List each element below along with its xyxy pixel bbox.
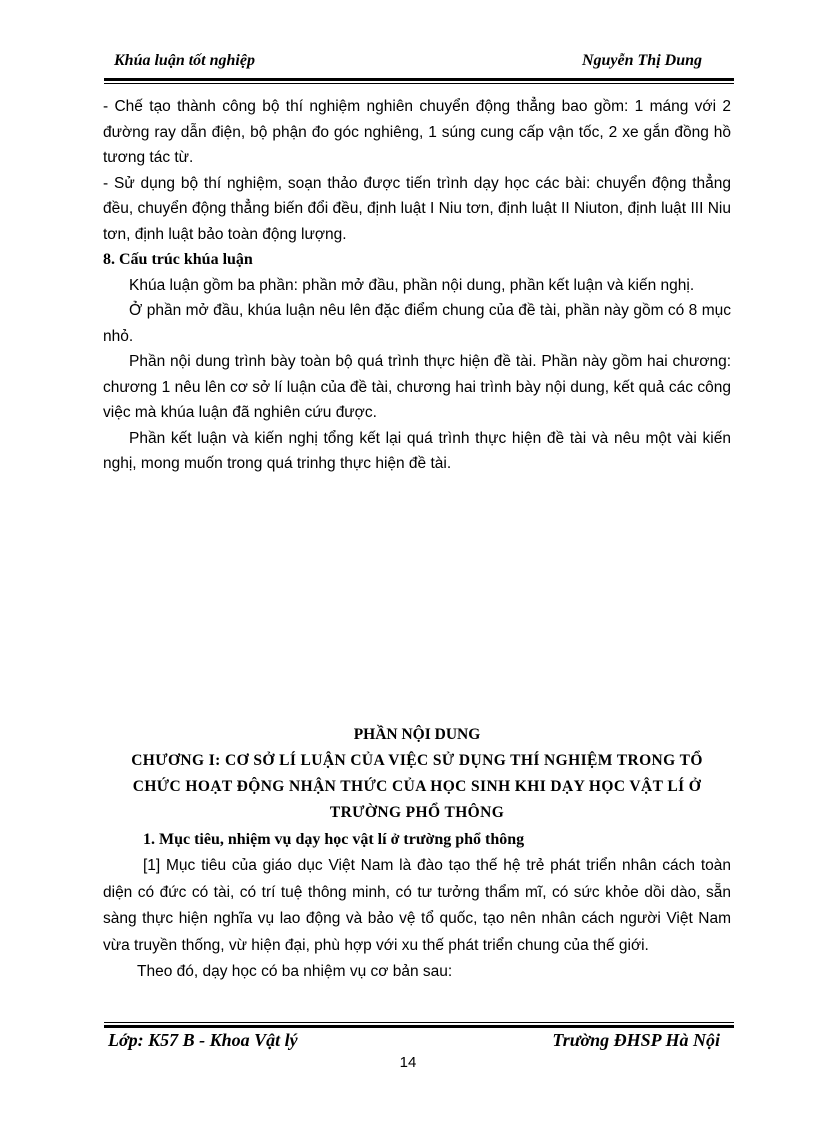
section-8-heading: 8. Cấu trúc khúa luận <box>103 251 253 268</box>
footer-school: Trường ĐHSP Hà Nội <box>552 1030 720 1050</box>
section-8-paragraph: Khúa luận gồm ba phần: phần mở đầu, phần nội dung, phần kết luận và kiến nghị. <box>129 276 695 294</box>
chapter-title-line: TRƯỜNG PHỔ THÔNG <box>329 804 505 821</box>
header-author: Nguyễn Thị Dung <box>581 52 702 69</box>
part-title: PHẦN NỘI DUNG <box>353 726 481 743</box>
footer-rule-thick <box>104 1025 734 1028</box>
chapter-title-line: CHỨC HOẠT ĐỘNG NHẬN THỨC CỦA HỌC SINH KHI DẠY HỌC VẬT LÍ Ở <box>132 778 702 795</box>
intro-paragraph: - Chế tạo thành công bộ thí nghiệm nghiên chuyển động thẳng bao gồm: 1 máng với 2 đường ray dẫn điện, bộ phận đo góc nghiêng, 1 súng cung cấp vận tốc, 2 xe gắn đồng hồ tương tác từ. <box>103 98 731 166</box>
chapter-title-line: CHƯƠNG I: CƠ SỞ LÍ LUẬN CỦA VIỆC SỬ DỤNG THÍ NGHIỆM TRONG TỔ <box>131 752 703 769</box>
page-footer <box>104 1030 732 1054</box>
header-rule-thin <box>104 83 734 84</box>
header-rule-thick <box>104 78 734 81</box>
page-number: 14 <box>399 1054 417 1071</box>
subsection-paragraph: Theo đó, dạy học có ba nhiệm vụ cơ bản sau: <box>137 963 453 980</box>
page-header <box>104 50 732 76</box>
section-8-paragraph: Phần kết luận và kiến nghị tổng kết lại quá trình thực hiện đề tài và nêu một vài kiến nghị, mong muốn trong quá trinhg thực hiện đề tài. <box>103 429 731 472</box>
subsection-heading: 1. Mục tiêu, nhiệm vụ dạy học vật lí ở trường phổ thông <box>143 831 525 848</box>
subsection-body <box>103 853 731 986</box>
subsection-paragraph: [1] Mục tiêu của giáo dục Việt Nam là đào tạo thế hệ trẻ phát triển nhân cách toàn diện có đức có tài, có trí tuệ thông minh, có tư tưởng thẩm mĩ, có sức khỏe dồi dào, sẵn sàng thực hiện nghĩa vụ lao động và bảo vệ tổ quốc, tạo nên nhân cách người Việt Nam vừa truyền thống, vừ hiện đại, phù hợp với xu thế phát triển chung của thế giới. <box>103 857 731 954</box>
header-left-title: Khúa luận tốt nghiệp <box>114 52 255 69</box>
chapter-title <box>103 748 731 826</box>
footer-class: Lớp: K57 B - Khoa Vật lý <box>108 1030 298 1050</box>
footer-rule-thin <box>104 1022 734 1023</box>
section-8-paragraph: Phần nội dung trình bày toàn bộ quá trình thực hiện đề tài. Phần này gồm hai chương: chương 1 nêu lên cơ sở lí luận của đề tài, chương hai trình bày nội dung, kết quả các công việc mà khúa luận đã nghiên cứu được. <box>103 353 731 421</box>
section-8-paragraph: Ở phần mở đầu, khúa luận nêu lên đặc điểm chung của đề tài, phần này gồm có 8 mục nhỏ. <box>103 302 731 345</box>
intro-block <box>103 94 731 477</box>
intro-paragraph: - Sử dụng bộ thí nghiệm, soạn thảo được tiến trình dạy học các bài: chuyển động thẳng đều, chuyển động thẳng biến đổi đều, định luật I Niu tơn, định luật II Niuton, định luật III Niu tơn, định luật bảo toàn động lượng. <box>103 174 731 243</box>
